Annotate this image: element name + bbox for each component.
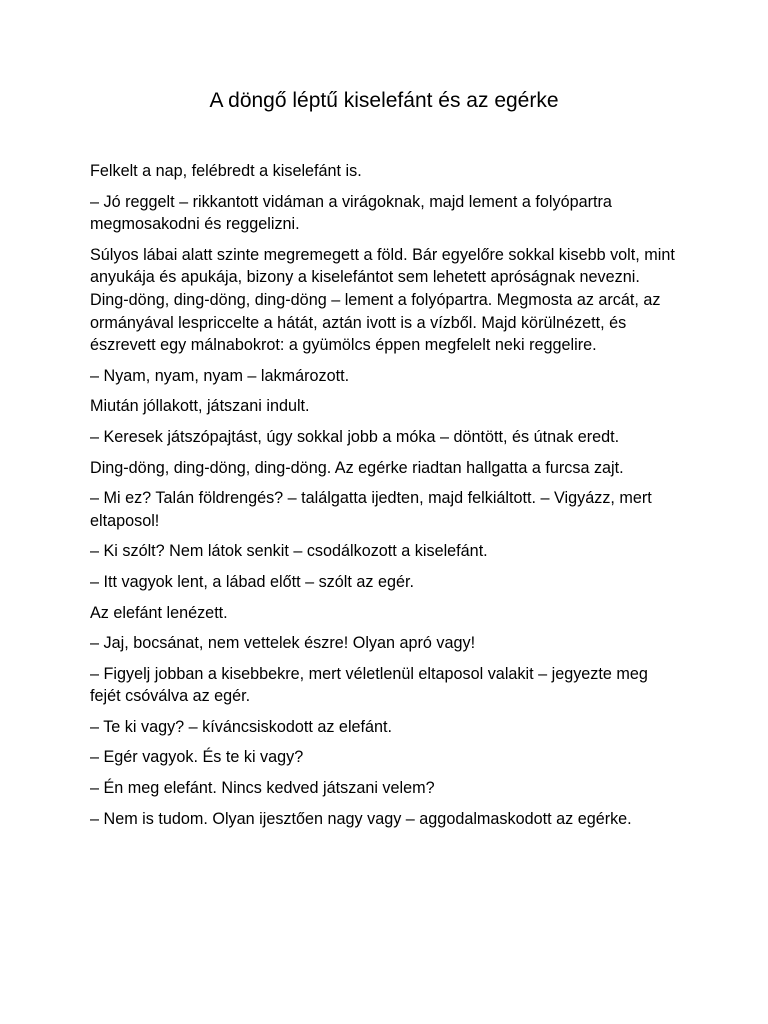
- paragraph-2: – Jó reggelt – rikkantott vidáman a virágoknak, majd lement a folyópartra megmosakodni és reggelizni.: [90, 192, 612, 234]
- paragraph-3: Súlyos lábai alatt szinte megremegett a föld. Bár egyelőre sokkal kisebb volt, mint anyukája és apukája, bizony a kiselefántot sem lehetett apróságnak nevezni. Ding-döng, ding-döng, ding-döng – lement a folyópartra. Megmosta az arcát, az ormányával lespriccelte a hátát, aztán ivott is a vízből. Majd körülnézett, és észrevett egy málnabokrot: a gyümölcs éppen megfelelt neki reggelire.: [90, 245, 675, 355]
- paragraph-13: – Figyelj jobban a kisebbekre, mert véletlenül eltaposol valakit – jegyezte meg fejét csóválva az egér.: [90, 664, 648, 706]
- paragraph-17: – Nem is tudom. Olyan ijesztően nagy vagy – aggodalmaskodott az egérke.: [90, 809, 632, 828]
- paragraph-10: – Itt vagyok lent, a lábad előtt – szólt az egér.: [90, 572, 414, 591]
- paragraph-12: – Jaj, bocsánat, nem vettelek észre! Olyan apró vagy!: [90, 634, 476, 653]
- paragraph-4: – Nyam, nyam, nyam – lakmározott.: [90, 366, 350, 385]
- paragraph-5: Miután jóllakott, játszani indult.: [90, 397, 310, 416]
- paragraph-6: – Keresek játszópajtást, úgy sokkal jobb a móka – döntött, és útnak eredt.: [90, 427, 620, 446]
- paragraph-16: – Én meg elefánt. Nincs kedved játszani velem?: [90, 779, 435, 798]
- paragraph-1: Felkelt a nap, felébredt a kiselefánt is.: [90, 162, 362, 180]
- paragraph-9: – Ki szólt? Nem látok senkit – csodálkozott a kiselefánt.: [90, 542, 488, 561]
- document-body: [90, 160, 680, 838]
- paragraph-8: – Mi ez? Talán földrengés? – találgatta ijedten, majd felkiáltott. – Vigyázz, mert eltaposol!: [90, 489, 652, 530]
- paragraph-14: – Te ki vagy? – kíváncsiskodott az elefánt.: [90, 717, 393, 736]
- paragraph-11: Az elefánt lenézett.: [90, 603, 228, 622]
- paragraph-7: Ding-döng, ding-döng, ding-döng. Az egérke riadtan hallgatta a furcsa zajt.: [90, 458, 624, 477]
- document-title: A döngő léptű kiselefánt és az egérke: [209, 89, 559, 112]
- paragraph-15: – Egér vagyok. És te ki vagy?: [90, 748, 304, 767]
